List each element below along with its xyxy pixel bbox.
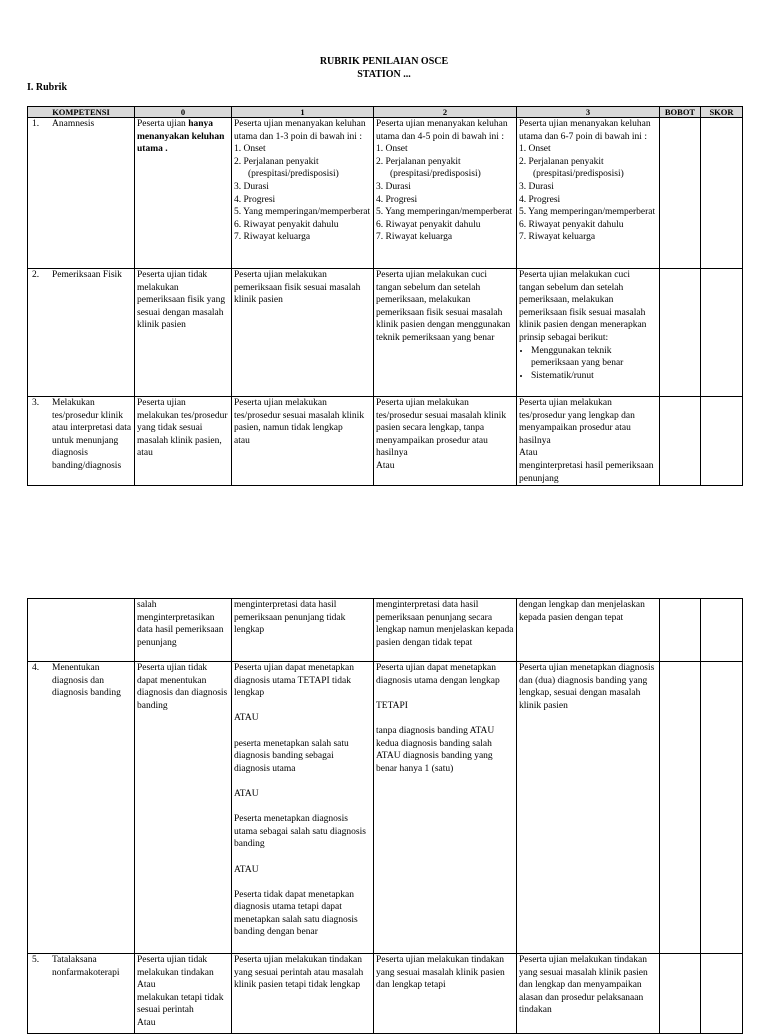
criteria-text: Peserta ujian dapat menetapkan diagnosis utama TETAPI tidak lengkap bbox=[234, 663, 355, 699]
table-row bbox=[28, 599, 743, 662]
score-2-cell: Peserta ujian melakukan tes/prosedur sesuai masalah klinik pasien secara lengkap, tanpa menyampaikan prosedur atau hasilnya Atau bbox=[374, 397, 517, 486]
score-2-cell: Peserta ujian melakukan cuci tangan sebelum dan setelah pemeriksaan, melakukan pemeriksaan fisik sesuai masalah klinik pasien dengan menggunakan teknik pemeriksaan yang benar bbox=[374, 269, 517, 397]
score-3-cell bbox=[517, 269, 660, 397]
skor-cell[interactable] bbox=[701, 599, 743, 662]
score-1-cell bbox=[232, 118, 374, 269]
list-item: 5. Yang memperingan/memperberat bbox=[234, 207, 371, 218]
row-number: 4. bbox=[32, 663, 40, 673]
score-3-cell: Peserta ujian melakukan tes/prosedur yang lengkap dan menyampaikan prosedur atau hasilnya Atau menginterpretasi hasil pemeriksaan penunjang bbox=[517, 397, 660, 486]
kompetensi-name: Anamnesis bbox=[52, 119, 95, 129]
score-1-cell: menginterpretasi data hasil pemeriksaan penunjang tidak lengkap bbox=[232, 599, 374, 662]
kompetensi-cell bbox=[28, 118, 135, 269]
list-item: 5. Yang memperingan/memperberat bbox=[376, 207, 513, 218]
score-3-cell bbox=[517, 118, 660, 269]
criteria-text: Peserta tidak dapat menetapkan diagnosis utama tetapi dapat menetapkan salah satu diagnosis banding dengan benar bbox=[234, 889, 358, 938]
col-header-score-2: 2 bbox=[374, 107, 517, 118]
header-row bbox=[28, 107, 743, 118]
anamnesis-checklist bbox=[234, 143, 371, 244]
rubric-table-page-1 bbox=[27, 106, 743, 486]
skor-cell[interactable] bbox=[701, 662, 743, 954]
score-0-cell bbox=[135, 118, 232, 269]
score-3-cell: dengan lengkap dan menjelaskan kepada pasien dengan tepat bbox=[517, 599, 660, 662]
col-header-score-1: 1 bbox=[232, 107, 374, 118]
criteria-connector: ATAU bbox=[234, 864, 259, 875]
anamnesis-checklist bbox=[519, 143, 657, 244]
list-item: 2. Perjalanan penyakit (prespitasi/predisposisi) bbox=[376, 156, 481, 180]
list-item: 1. Onset bbox=[376, 144, 408, 155]
criteria-text: Peserta ujian dapat menetapkan diagnosis utama dengan lengkap bbox=[376, 663, 500, 686]
kompetensi-cell bbox=[28, 954, 135, 1034]
skor-cell[interactable] bbox=[701, 269, 743, 397]
list-item: 3. Durasi bbox=[234, 181, 269, 192]
list-item: 2. Perjalanan penyakit (prespitasi/predisposisi) bbox=[234, 156, 339, 180]
kompetensi-cell bbox=[28, 662, 135, 954]
bobot-cell[interactable] bbox=[660, 118, 701, 269]
score-3-text: Peserta ujian melakukan cuci tangan sebelum dan setelah pemeriksaan, melakukan pemeriksaan fisik sesuai masalah klinik pasien dengan menerapkan prinsip sebagai berikut: bbox=[519, 270, 647, 343]
list-item: 5. Yang memperingan/memperberat bbox=[519, 207, 656, 218]
list-item: • Menggunakan teknik pemeriksaan yang benar bbox=[531, 345, 657, 370]
kompetensi-name: Pemeriksaan Fisik bbox=[52, 270, 122, 280]
score-1-cell bbox=[232, 662, 374, 954]
table-row bbox=[28, 118, 743, 269]
criteria-text: Peserta menetapkan diagnosis utama sebagai salah satu diagnosis banding bbox=[234, 814, 366, 850]
criteria-text: tanpa diagnosis banding ATAU kedua diagnosis banding salah ATAU diagnosis banding yang benar hanya 1 (satu) bbox=[376, 725, 495, 774]
kompetensi-name: Melakukan tes/prosedur klinik atau interpretasi data untuk menunjang diagnosis banding/diagnosis bbox=[52, 398, 132, 471]
table-row bbox=[28, 397, 743, 486]
score-0-cell: salah menginterpretasikan data hasil pemeriksaan penunjang bbox=[135, 599, 232, 662]
criteria-bullets bbox=[519, 345, 657, 383]
score-2-cell: Peserta ujian melakukan tindakan yang sesuai masalah klinik pasien dan lengkap tetapi bbox=[374, 954, 517, 1034]
list-item: 4. Progresi bbox=[234, 194, 276, 205]
row-number: 3. bbox=[32, 398, 40, 408]
list-item: 6. Riwayat penyakit dahulu bbox=[376, 219, 481, 230]
col-header-score-0: 0 bbox=[135, 107, 232, 118]
list-item: 6. Riwayat penyakit dahulu bbox=[519, 219, 624, 230]
station-subtitle: STATION ... bbox=[357, 69, 411, 80]
criteria-text: peserta menetapkan salah satu diagnosis banding sebagai diagnosis utama bbox=[234, 738, 349, 774]
score-0-cell: Peserta ujian tidak melakukan pemeriksaan fisik yang sesuai dengan masalah klinik pasien bbox=[135, 269, 232, 397]
table-row bbox=[28, 269, 743, 397]
score-2-cell bbox=[374, 118, 517, 269]
kompetensi-name: Tatalaksana nonfarmakoterapi bbox=[52, 955, 120, 978]
bobot-cell[interactable] bbox=[660, 397, 701, 486]
score-0-cell: Peserta ujian melakukan tes/prosedur yang tidak sesuai masalah klinik pasien, atau bbox=[135, 397, 232, 486]
kompetensi-cell bbox=[28, 269, 135, 397]
score-1-cell: Peserta ujian melakukan tes/prosedur sesuai masalah klinik pasien, namun tidak lengkap atau bbox=[232, 397, 374, 486]
score-2-cell: menginterpretasi data hasil pemeriksaan penunjang secara lengkap namun menjelaskan kepada pasien dengan tidak tepat bbox=[374, 599, 517, 662]
kompetensi-cell bbox=[28, 397, 135, 486]
score-1-cell: Peserta ujian melakukan pemeriksaan fisik sesuai masalah klinik pasien bbox=[232, 269, 374, 397]
col-header-bobot: BOBOT bbox=[660, 107, 701, 118]
document-title: RUBRIK PENILAIAN OSCE bbox=[319, 56, 449, 67]
list-item: 4. Progresi bbox=[376, 194, 418, 205]
score-2-intro: Peserta ujian menanyakan keluhan utama dan 4-5 poin di bawah ini : bbox=[376, 119, 508, 142]
bobot-cell[interactable] bbox=[660, 954, 701, 1034]
list-item: 7. Riwayat keluarga bbox=[376, 232, 453, 243]
score-0-cell: Peserta ujian tidak melakukan tindakan Atau melakukan tetapi tidak sesuai perintah Atau bbox=[135, 954, 232, 1034]
criteria-connector: ATAU bbox=[234, 788, 259, 799]
bobot-cell[interactable] bbox=[660, 662, 701, 954]
criteria-connector: TETAPI bbox=[376, 700, 408, 711]
list-item: 3. Durasi bbox=[376, 181, 411, 192]
bobot-cell[interactable] bbox=[660, 599, 701, 662]
score-0-emphasis: hanya menanyakan keluhan utama . bbox=[137, 119, 225, 155]
table-row bbox=[28, 662, 743, 954]
score-1-cell: Peserta ujian melakukan tindakan yang sesuai perintah atau masalah klinik pasien tetapi tidak lengkap bbox=[232, 954, 374, 1034]
list-item: 1. Onset bbox=[234, 144, 266, 155]
kompetensi-name: Menentukan diagnosis dan diagnosis banding bbox=[52, 663, 121, 699]
table-row bbox=[28, 954, 743, 1034]
list-item: 7. Riwayat keluarga bbox=[234, 232, 311, 243]
score-0-text: Peserta ujian bbox=[137, 119, 189, 129]
list-item: 7. Riwayat keluarga bbox=[519, 232, 596, 243]
list-item: 6. Riwayat penyakit dahulu bbox=[234, 219, 339, 230]
rubric-table-page-2 bbox=[27, 598, 743, 1034]
col-header-skor: SKOR bbox=[701, 107, 743, 118]
col-header-score-3: 3 bbox=[517, 107, 660, 118]
criteria-connector: ATAU bbox=[234, 713, 259, 724]
kompetensi-cell bbox=[28, 599, 135, 662]
bobot-cell[interactable] bbox=[660, 269, 701, 397]
row-number: 1. bbox=[32, 119, 40, 129]
col-header-kompetensi: KOMPETENSI bbox=[28, 107, 135, 118]
skor-cell[interactable] bbox=[701, 397, 743, 486]
score-3-cell: Peserta ujian menetapkan diagnosis dan (dua) diagnosis banding yang lengkap, sesuai dengan masalah klinik pasien bbox=[517, 662, 660, 954]
score-0-cell: Peserta ujian tidak dapat menentukan diagnosis dan diagnosis banding bbox=[135, 662, 232, 954]
skor-cell[interactable] bbox=[701, 954, 743, 1034]
list-item: 1. Onset bbox=[519, 144, 551, 155]
anamnesis-checklist bbox=[376, 143, 514, 244]
list-item: 3. Durasi bbox=[519, 181, 554, 192]
score-1-intro: Peserta ujian menanyakan keluhan utama dan 1-3 poin di bawah ini : bbox=[234, 119, 366, 142]
score-3-intro: Peserta ujian menanyakan keluhan utama dan 6-7 poin di bawah ini : bbox=[519, 119, 651, 142]
score-3-cell: Peserta ujian melakukan tindakan yang sesuai masalah klinik pasien dan lengkap dan menyampaikan alasan dan prosedur pelaksanaan tindakan bbox=[517, 954, 660, 1034]
row-number: 5. bbox=[32, 955, 40, 965]
skor-cell[interactable] bbox=[701, 118, 743, 269]
list-item: • Sistematik/runut bbox=[531, 370, 657, 383]
list-item: 4. Progresi bbox=[519, 194, 561, 205]
list-item: 2. Perjalanan penyakit (prespitasi/predisposisi) bbox=[519, 156, 624, 180]
score-2-cell bbox=[374, 662, 517, 954]
row-number: 2. bbox=[32, 270, 40, 280]
section-heading: I. Rubrik bbox=[27, 82, 68, 93]
